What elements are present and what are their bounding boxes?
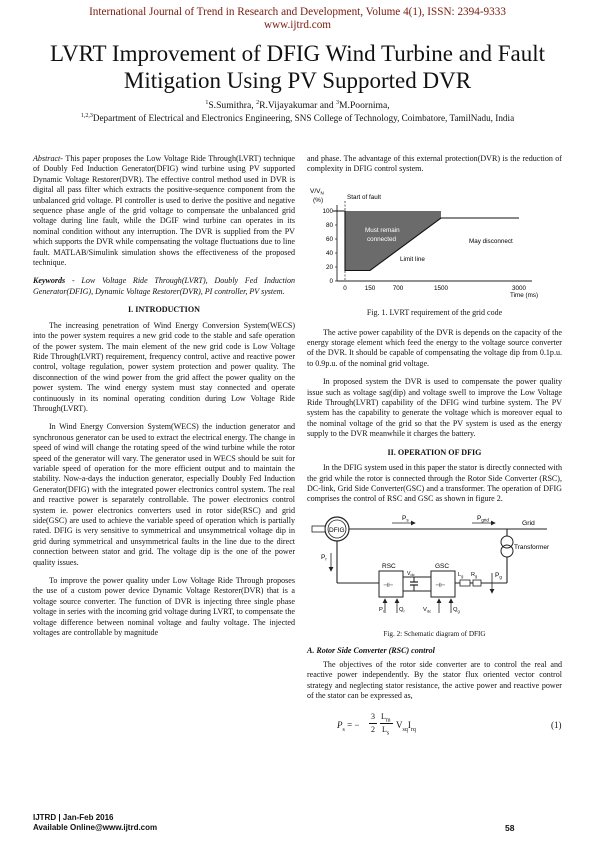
fig1-x-tick-label: 150 (364, 284, 376, 292)
journal-url: www.ijtrd.com (263, 19, 331, 31)
fig2-dfig-schematic (307, 513, 562, 623)
keywords (33, 276, 295, 297)
keywords-text: - Low Voltage Ride Through(LVRT), Doubly Fed Induction Generator(DFIG), Dynamic Voltage Restorer(DVR), PI controller, PV system. (33, 276, 295, 296)
dfig-paragraph-1: In the DFIG system used in this paper the stator is directly connected with the grid while the rotor is connected through the Rotor Side Converter (RSC), DC-link, Grid Side Converter(GSC) and a transformer. The operation of DFIG comprises the control of RSC and GSC as shown in figure 2. (307, 463, 562, 504)
fig1-x-tick-label: 3000 (511, 284, 527, 292)
journal-header (0, 6, 595, 32)
fig1-x-unit: Time (ms) (510, 291, 539, 299)
footer-online: Available Online@www.ijtrd.com (33, 823, 158, 832)
right-column (307, 154, 562, 744)
affiliation-text: Department of Electrical and Electronics Engineering, SNS College of Technology, Coimbatore, TamilNadu, India (92, 113, 515, 123)
author3-sup: 3 (336, 100, 340, 106)
abstract (33, 154, 295, 268)
author1: S.Sumithra, (208, 100, 257, 111)
fig1-may-disconnect: May disconnect (469, 237, 513, 245)
equation-number: (1) (551, 719, 562, 730)
keywords-label: Keywords (33, 276, 66, 286)
fig1-y-tick-label: 40 (325, 250, 333, 258)
fig2-qr-label: $Q_r$ (399, 606, 405, 614)
fig2-caption: Fig. 2: Schematic diagram of DFIG (383, 630, 486, 639)
fig1-must-remain: Must remain (365, 226, 400, 234)
fig2-qg-label: $Q_g$ (453, 606, 460, 614)
fig1-y-tick-label: 60 (325, 236, 333, 244)
abstract-label: Abstract- (33, 154, 63, 163)
subsection-rsc-heading: A. Rotor Side Converter (RSC) control (307, 645, 435, 655)
fig2-dfig-label: DFIG (329, 526, 345, 534)
fig1-caption: Fig. 1. LVRT requirement of the grid code (366, 308, 503, 318)
filter-resistor-icon (473, 580, 481, 586)
fig1-x-tick-label: 1500 (433, 284, 449, 292)
fig1-ylabel: $V/V_N$ (310, 187, 324, 196)
fig2-vdc-bottom-label: $V_{dc}$ (423, 606, 432, 614)
abstract-text: This paper proposes the Low Voltage Ride Through(LVRT) technique of Doubly Fed Induction Generator(DFIG) wind turbine using PV supported Dynamic Voltage Restorer(DVR). The effective control method used in DVR is digital all pass filter which extracts the positive-sequence component from the unbalanced grid voltage. PI controller is used to derive the positive and negative sequence phase angle of the grid voltage to compensate the unbalanced grid voltage during line fault, while the DGIF wind turbine can operates in its nominal condition without any interruption. The DVR is supplied from the PV which supports the DVR while compensating the voltage fluctuations due to line fault. MATLAB/Simulink simulation shows the effectiveness of the proposed technique. (33, 154, 295, 268)
section2-heading: II. OPERATION OF DFIG (387, 447, 482, 457)
fig2-grid-label: Grid (522, 519, 535, 527)
intro-paragraph-3: To improve the power quality under Low Voltage Ride Through proposes the use of a custom power device Dynamic Voltage Restorer(DVR) that is a voltage source converter. The function of DVR is injecting three single phase voltage in series with the incoming grid voltage during LVRT, to compensate the voltage difference between nominal voltage and faulty voltage. The injected voltages are controllable by magnitude (33, 576, 295, 638)
left-column (33, 154, 295, 646)
fig2-vdc-label: $V_{dc}$ (407, 570, 415, 577)
authors (0, 100, 595, 111)
fig2-transformer-label: Transformer (514, 543, 550, 551)
fig1-y-tick-label: 0 (329, 278, 333, 286)
paper-title: LVRT Improvement of DFIG Wind Turbine and Fault Mitigation Using PV Supported DVR (50, 41, 545, 93)
fig2-pgrid-label: $P_{grid}$ (477, 514, 489, 523)
fig1-y-tick-label: 100 (322, 208, 333, 216)
footer (33, 813, 157, 833)
fig1-axes (322, 201, 532, 292)
fig1-limit-line-label: Limit line (400, 255, 425, 263)
fig1-y-tick-label: 80 (325, 222, 333, 230)
fig1-start-of-fault: Start of fault (347, 193, 381, 201)
affiliation (0, 113, 595, 123)
author2: R.Vijayakumar and (259, 100, 337, 111)
fig1-lvrt-chart (307, 183, 562, 303)
section1-heading: I. INTRODUCTION (128, 305, 200, 315)
fig2-lg-label: $L_g$ (458, 571, 464, 579)
journal-name: International Journal of Trend in Research and Development, Volume 4(1), ISSN: 2394-9333 (89, 6, 506, 18)
fig2-rg-label: $R_g$ (471, 571, 478, 579)
filter-inductor-icon (460, 580, 470, 586)
intro-paragraph-3-cont: and phase. The advantage of this external protection(DVR) is the reduction of complexity in DFIG control system. (307, 154, 562, 174)
fig2-pg-label: $P_g$ (495, 571, 502, 580)
author3: M.Poornima, (339, 100, 390, 111)
fig1-x-tick-label: 700 (392, 284, 404, 292)
intro-paragraph-5: In proposed system the DVR is used to compensate the power quality issue such as voltage sag(dip) and voltage swell to improve the Low Voltage Ride Through(LVRT) capability of the DFIG wind turbine system. The PV system has the capability to generate the voltage which is moreover equal to the nominal voltage of the grid so that the PV system is used as the energy supply to the DVR meanwhile it charges the battery. (307, 377, 562, 439)
fig1-connected: connected (367, 235, 397, 243)
fig2-pr-bottom-label: $P_r$ (379, 606, 385, 614)
footer-issue: IJTRD | Jan-Feb 2016 (33, 813, 114, 822)
intro-paragraph-2: In Wind Energy Conversion System(WECS) the induction generator and synchronous generator can be used to extract the electrical energy. The change in speed of wind will change the rotating speed of the wind turbine while the rotor speed of the generator will vary. The generator used in WECS should be suit for variable speed of operation for the more efficient output and to maintain the stability. Now-a-days the induction generator, especially Doubly Fed Induction Generator(DFIG) with the integrated power electronics control system. The real and reactive power is separately controllable. The power electronics control system ie. power electronics converters used in rotor side(RSC) and grid side(GSC) are used to achieve the variable speed of operation which is partially rated. DFIG is very sensitive to symmetrical and unsymmetrical voltage dip in grid during symmetrical and unsymmetrical faults in the line due to the direct connection between stator and grid. The voltage dip is the one of the power quality issues. (33, 422, 295, 567)
rsc-paragraph: The objectives of the rotor side converter are to control the real and reactive power independently. By the stator flux oriented vector control strategy and neglecting stator resistance, the active power and reactive power of the stator can be expressed as, (307, 659, 562, 701)
affiliation-sup: 1,2,3 (80, 113, 93, 119)
fig1-x-tick-label: 0 (343, 284, 347, 292)
transformer-icon (501, 536, 513, 557)
svg-text:⊣⊢: ⊣⊢ (383, 582, 394, 589)
author1-sup: 1 (205, 100, 209, 106)
fig2-rsc-label: RSC (382, 562, 396, 570)
page-number: 58 (505, 823, 515, 833)
fig2-pr-label: $P_r$ (321, 553, 327, 562)
intro-paragraph-1: The increasing penetration of Wind Energy Conversion System(WECS) into the power system requires a new grid code to the stable and safe operation of the power system. The main element of the new grid code is Low Voltage Ride Through(LVRT) requirement, frequency control, active and reactive power control, voltage regulation, power system protection and power quality. The disconnection of the wind power from the grid affect the power quality on the power system. The wind energy system must stay connected and operate continuously in its nominal operating condition during Low Voltage Ride Through(LVRT). (33, 320, 295, 413)
fig1-yunit: (%) (313, 196, 324, 204)
intro-paragraph-4: The active power capability of the DVR is depends on the capacity of the energy storage element which feed the energy to the voltage source converter of the DVR. It should be capable of compensating the voltage dip from 0.1p.u. to 0.9p.u. of the nominal grid voltage. (307, 327, 562, 368)
fig2-ps-label: $P_s$ (402, 514, 409, 523)
fig1-y-tick-label: 20 (325, 264, 333, 272)
svg-text:⊣⊢: ⊣⊢ (435, 582, 446, 589)
fig2-gsc-label: GSC (435, 562, 450, 570)
equation-1: $P_s$ = − 3 2 $L_m$ $L_s$ $V_{sq}I_{rq}$ (1) (337, 711, 562, 737)
author2-sup: 2 (256, 100, 260, 106)
